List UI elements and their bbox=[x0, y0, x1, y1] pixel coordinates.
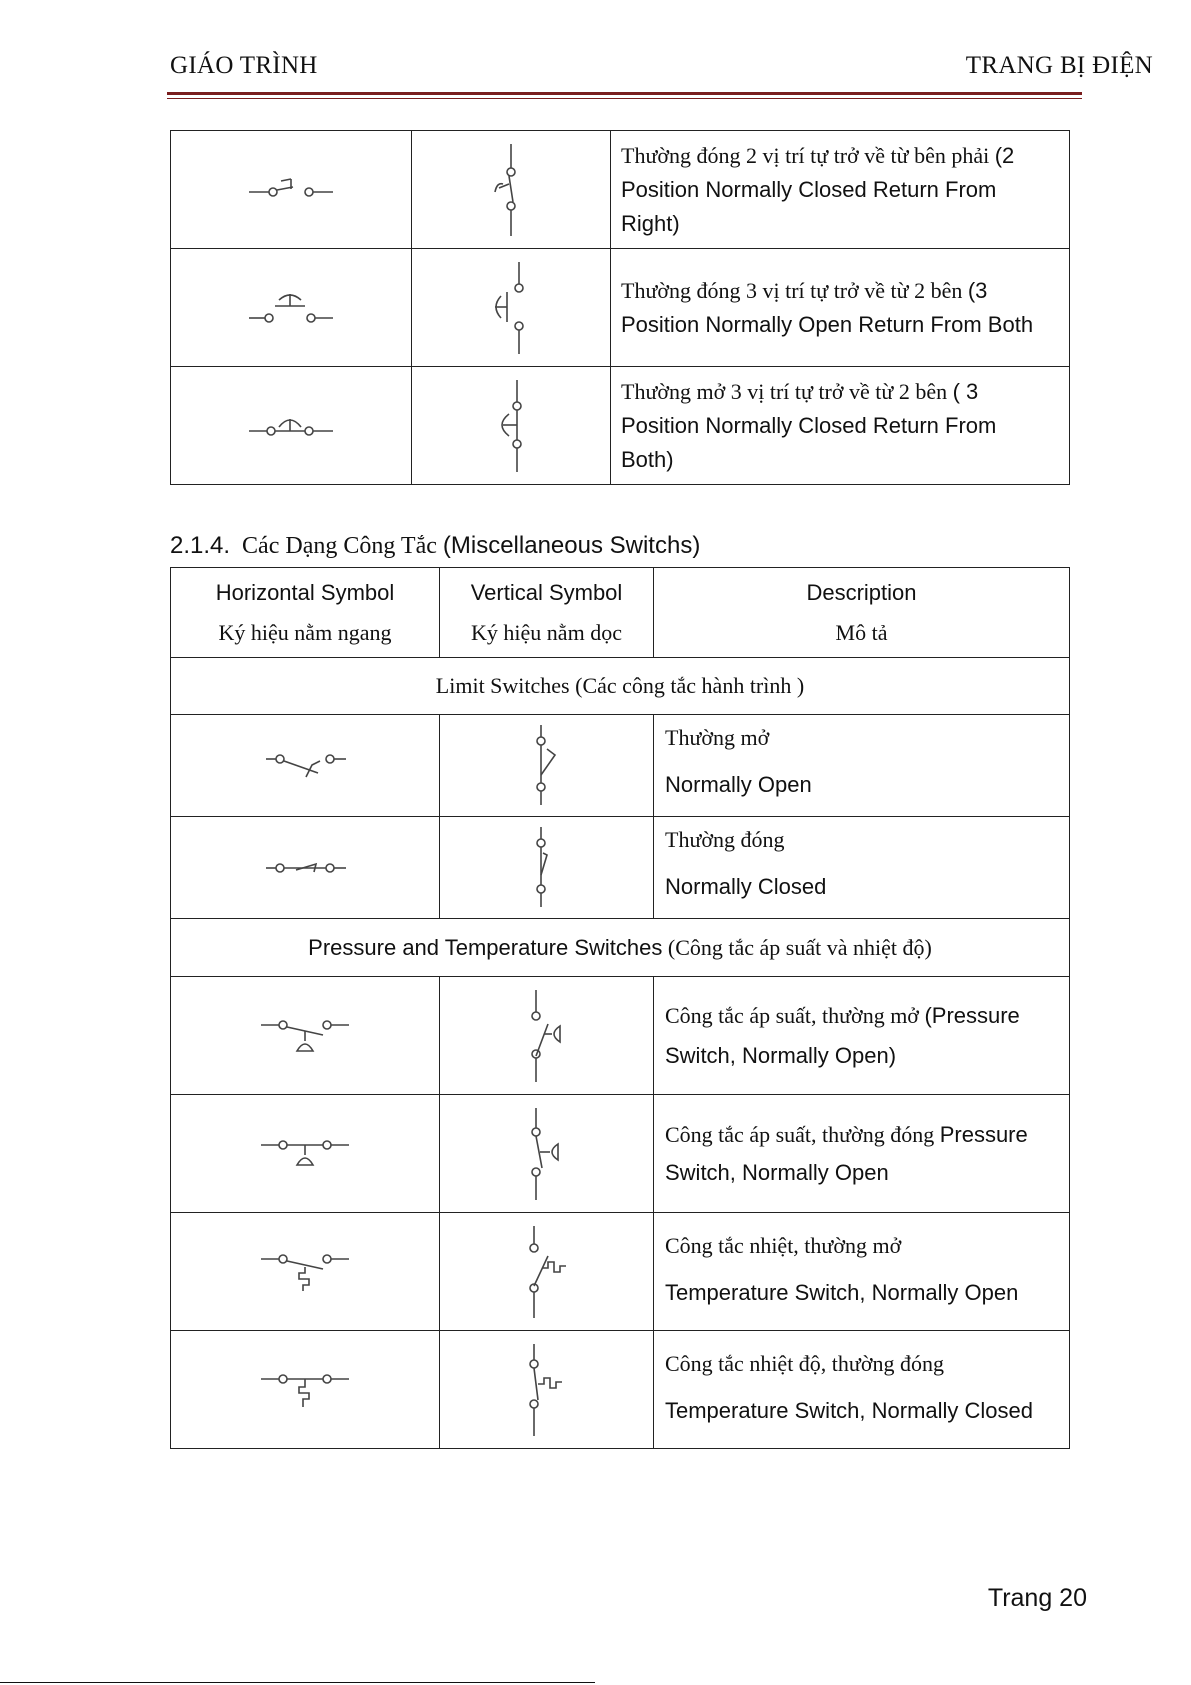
description-cell bbox=[611, 367, 1070, 485]
description-en: Switch, Normally Open bbox=[665, 1159, 889, 1185]
description-en: Normally Closed bbox=[665, 873, 827, 899]
table-row bbox=[171, 131, 1070, 249]
header-rule-thick bbox=[167, 92, 1082, 95]
vertical-symbol-cell bbox=[412, 249, 611, 367]
vertical-symbol-cell bbox=[440, 817, 654, 919]
push-button-no-return-both-icon bbox=[241, 288, 341, 328]
description-cell bbox=[654, 715, 1070, 817]
header-vertical-symbol bbox=[440, 568, 654, 658]
horizontal-symbol-cell bbox=[171, 1095, 440, 1213]
description-vi: Thường mở bbox=[665, 724, 770, 750]
header-horizontal-symbol bbox=[171, 568, 440, 658]
description-en: Normally Open bbox=[665, 771, 812, 797]
table-header-row bbox=[171, 568, 1070, 658]
description-cell bbox=[654, 1331, 1070, 1449]
push-button-nc-return-both-vertical-icon bbox=[481, 378, 541, 474]
section-title-en: (Miscellaneous Switchs) bbox=[442, 532, 701, 559]
description-en: Both) bbox=[621, 446, 674, 472]
description-vi: Công tắc áp suất, thường mở bbox=[665, 1002, 919, 1028]
pressure-switch-nc-vertical-icon bbox=[522, 1106, 572, 1202]
table-row bbox=[171, 1095, 1070, 1213]
pressure-switch-nc-icon bbox=[255, 1133, 355, 1175]
limit-switch-nc-icon bbox=[260, 856, 350, 880]
horizontal-symbol-cell bbox=[171, 977, 440, 1095]
table-row bbox=[171, 977, 1070, 1095]
horizontal-symbol-cell bbox=[171, 715, 440, 817]
limit-switch-no-icon bbox=[260, 749, 350, 783]
vertical-symbol-cell bbox=[440, 715, 654, 817]
push-button-no-return-both-vertical-icon bbox=[481, 260, 541, 356]
description-en: Temperature Switch, Normally Closed bbox=[665, 1397, 1034, 1423]
description-en: (Pressure bbox=[924, 1002, 1020, 1028]
description-en: Pressure bbox=[939, 1121, 1028, 1147]
table-row bbox=[171, 1213, 1070, 1331]
description-cell bbox=[654, 977, 1070, 1095]
group-title-en: Pressure and Temperature Switches bbox=[308, 934, 663, 960]
header-en: Vertical Symbol bbox=[470, 579, 623, 605]
header-en: Horizontal Symbol bbox=[215, 579, 395, 605]
horizontal-symbol-cell bbox=[171, 131, 412, 249]
group-title-vi: (Công tắc áp suất và nhiệt độ) bbox=[667, 934, 932, 960]
header-vi: Mô tả bbox=[835, 619, 888, 645]
header-left-title: GIÁO TRÌNH bbox=[170, 52, 318, 79]
section-heading bbox=[170, 532, 700, 560]
group-pressure-temperature bbox=[171, 919, 1070, 977]
description-en: (2 bbox=[994, 142, 1015, 168]
pressure-switch-no-icon bbox=[255, 1011, 355, 1061]
vertical-symbol-cell bbox=[440, 1213, 654, 1331]
description-vi: Thường đóng 3 vị trí tự trở về từ 2 bên bbox=[621, 277, 963, 303]
horizontal-symbol-cell bbox=[171, 367, 412, 485]
vertical-symbol-cell bbox=[440, 977, 654, 1095]
table-row bbox=[171, 249, 1070, 367]
group-row bbox=[171, 658, 1070, 715]
limit-switch-no-vertical-icon bbox=[527, 723, 567, 809]
description-vi: Công tắc nhiệt độ, thường đóng bbox=[665, 1350, 944, 1376]
description-cell bbox=[654, 1213, 1070, 1331]
description-en: Temperature Switch, Normally Open bbox=[665, 1279, 1019, 1305]
vertical-symbol-cell bbox=[412, 131, 611, 249]
vertical-symbol-cell bbox=[440, 1095, 654, 1213]
description-en: (3 bbox=[967, 277, 988, 303]
vertical-symbol-cell bbox=[412, 367, 611, 485]
table-row bbox=[171, 1331, 1070, 1449]
push-button-nc-return-right-icon bbox=[241, 175, 341, 205]
page-number: Trang 20 bbox=[987, 1584, 1087, 1612]
header-right-title: TRANG BỊ ĐIỆN bbox=[965, 52, 1153, 79]
description-en: Position Normally Open Return From Both bbox=[621, 311, 1034, 337]
table-row bbox=[171, 715, 1070, 817]
group-limit-switches: Limit Switches (Các công tắc hành trình ) bbox=[171, 658, 1070, 715]
section-number: 2.1.4. bbox=[170, 532, 231, 559]
header-description bbox=[654, 568, 1070, 658]
temperature-switch-no-vertical-icon bbox=[522, 1224, 572, 1320]
description-en: Switch, Normally Open) bbox=[665, 1042, 897, 1068]
pressure-switch-no-vertical-icon bbox=[522, 988, 572, 1084]
miscellaneous-switches-table bbox=[170, 567, 1070, 1449]
description-vi: Thường đóng 2 vị trí tự trở về từ bên phải bbox=[621, 142, 990, 168]
description-en: Right) bbox=[621, 210, 680, 236]
description-en: Position Normally Closed Return From bbox=[621, 412, 997, 438]
temperature-switch-no-icon bbox=[255, 1247, 355, 1297]
horizontal-symbol-cell bbox=[171, 249, 412, 367]
description-cell bbox=[611, 131, 1070, 249]
description-cell bbox=[611, 249, 1070, 367]
description-vi: Thường mở 3 vị trí tự trở về từ 2 bên bbox=[621, 378, 948, 404]
vertical-symbol-cell bbox=[440, 1331, 654, 1449]
temperature-switch-nc-vertical-icon bbox=[522, 1342, 572, 1438]
description-vi: Công tắc nhiệt, thường mở bbox=[665, 1232, 902, 1258]
table-row bbox=[171, 367, 1070, 485]
temperature-switch-nc-icon bbox=[255, 1367, 355, 1413]
description-vi: Thường đóng bbox=[665, 826, 785, 852]
horizontal-symbol-cell bbox=[171, 817, 440, 919]
description-en: ( 3 bbox=[952, 378, 979, 404]
description-en: Position Normally Closed Return From bbox=[621, 176, 997, 202]
section-title-vi: Các Dạng Công Tắc bbox=[242, 533, 437, 559]
description-cell bbox=[654, 1095, 1070, 1213]
push-button-nc-return-both-icon bbox=[241, 409, 341, 443]
description-cell bbox=[654, 817, 1070, 919]
group-row bbox=[171, 919, 1070, 977]
horizontal-symbol-cell bbox=[171, 1331, 440, 1449]
footer-rule bbox=[0, 1682, 595, 1683]
horizontal-symbol-cell bbox=[171, 1213, 440, 1331]
header-en: Description bbox=[806, 579, 917, 605]
header-vi: Ký hiệu nằm dọc bbox=[471, 619, 622, 645]
push-button-symbol-table bbox=[170, 130, 1070, 485]
header-vi: Ký hiệu nằm ngang bbox=[218, 619, 392, 645]
description-vi: Công tắc áp suất, thường đóng bbox=[665, 1121, 935, 1147]
header-rule-thin bbox=[167, 98, 1082, 99]
limit-switch-nc-vertical-icon bbox=[527, 825, 567, 911]
table-row bbox=[171, 817, 1070, 919]
push-button-nc-return-right-vertical-icon bbox=[481, 142, 541, 238]
